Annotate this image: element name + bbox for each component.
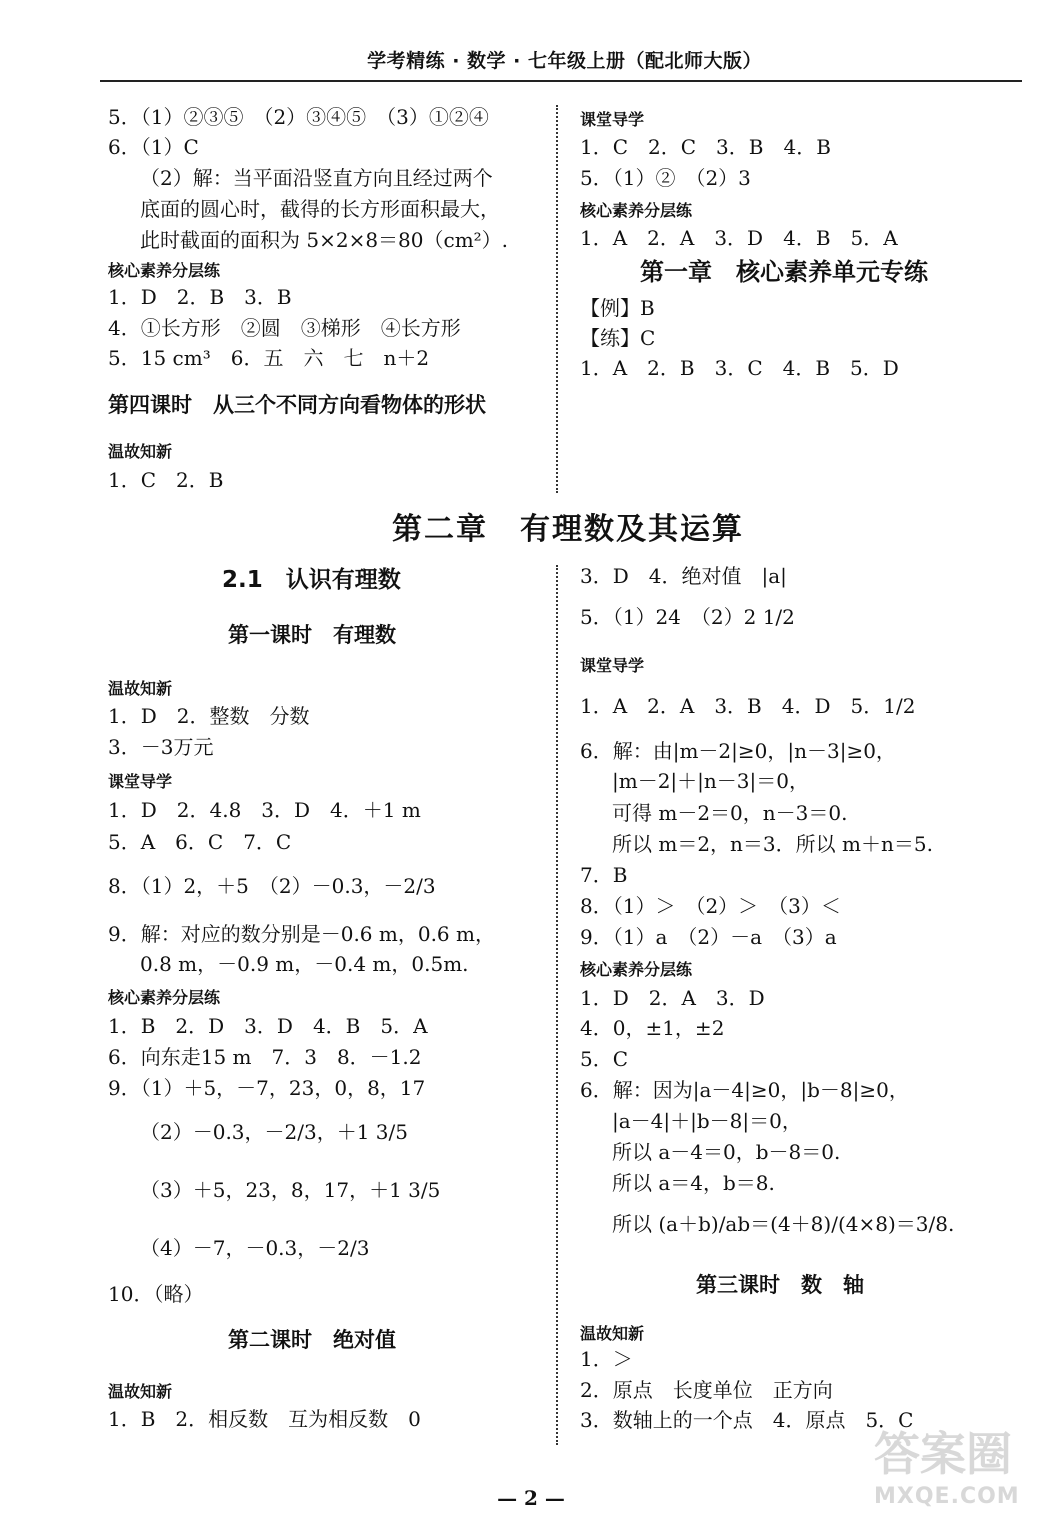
section-heading: 温故知新 — [108, 679, 173, 698]
lesson-title: 第三课时 数 轴 — [696, 1273, 864, 1297]
answer-line: 5．15 cm³ 6．五 六 七 n＋2 — [108, 346, 430, 370]
answer-line: |m－2|＋|n－3|＝0， — [612, 769, 809, 793]
answer-line: 5．（1）24 （2）2 1/2 — [580, 605, 795, 629]
section-title: 2.1 认识有理数 — [222, 567, 401, 593]
page-number: — 2 — — [497, 1486, 565, 1510]
section-heading: 课堂导学 — [580, 110, 645, 129]
answer-line: 5．（1）② （2）3 — [580, 166, 751, 190]
section-heading: 核心素养分层练 — [108, 988, 221, 1007]
answer-line: 1．A 2．B 3．C 4．B 5．D — [580, 356, 899, 380]
answer-line: 1．＞ — [580, 1347, 633, 1371]
answer-line: 4．①长方形 ②圆 ③梯形 ④长方形 — [108, 316, 461, 340]
answer-line: 2．原点 长度单位 正方向 — [580, 1378, 833, 1402]
watermark-small: MXQE.COM — [874, 1484, 1020, 1509]
answer-line: 3．数轴上的一个点 4．原点 5．C — [580, 1408, 914, 1432]
section-heading: 核心素养分层练 — [108, 261, 221, 280]
answer-line: 5．（1）②③⑤ （2）③④⑤ （3）①②④ — [108, 105, 489, 129]
section-heading: 温故知新 — [580, 1324, 645, 1343]
answer-line: 1．B 2．D 3．D 4．B 5．A — [108, 1014, 428, 1038]
answer-line: 6．（1）C — [108, 135, 199, 159]
lesson-title: 第二课时 绝对值 — [228, 1328, 396, 1352]
answer-line: 底面的圆心时，截得的长方形面积最大， — [140, 197, 500, 221]
answer-line: 9．（1）a （2）－a （3）a — [580, 925, 837, 949]
watermark-big: 答案圈 — [874, 1427, 1012, 1481]
section-heading: 课堂导学 — [108, 772, 173, 791]
header-title: 学考精练 · 数学 · 七年级上册（配北师大版） — [367, 50, 762, 72]
answer-line: 1．D 2．4.8 3．D 4．＋1 m — [108, 798, 421, 822]
answer-line: 6．解：因为|a－4|≥0，|b－8|≥0， — [580, 1078, 909, 1102]
answer-line: 1．D 2．整数 分数 — [108, 704, 310, 728]
answer-line: 1．C 2．C 3．B 4．B — [580, 135, 831, 159]
answer-line: 此时截面的面积为 5×2×8＝80（cm²）. — [140, 228, 509, 252]
section-heading: 核心素养分层练 — [580, 201, 693, 220]
lesson-title: 第四课时 从三个不同方向看物体的形状 — [108, 393, 486, 417]
answer-line: 所以 a－4＝0，b－8＝0. — [612, 1140, 841, 1164]
unit-title: 第一章 核心素养单元专练 — [640, 257, 928, 286]
answer-line: 10．（略） — [108, 1282, 204, 1306]
answer-line: |a－4|＋|b－8|＝0， — [612, 1109, 802, 1133]
answer-line: 3．D 4．绝对值 |a| — [580, 564, 787, 588]
watermark-logo — [874, 1418, 1024, 1518]
lesson-title: 第一课时 有理数 — [228, 623, 396, 647]
answer-line: 1．A 2．A 3．B 4．D 5．1/2 — [580, 694, 916, 718]
page-header — [0, 44, 1062, 82]
chapter-title: 第二章 有理数及其运算 — [392, 512, 744, 547]
answer-line: 1．D 2．B 3．B — [108, 285, 292, 309]
answer-line: 1．D 2．A 3．D — [580, 986, 765, 1010]
answer-line: 9．（1）＋5，－7，23，0，8，17 — [108, 1076, 426, 1100]
answer-line: 所以 (a＋b)/ab＝(4＋8)/(4×8)＝3/8. — [612, 1212, 955, 1236]
answer-line: 1．B 2．相反数 互为相反数 0 — [108, 1407, 421, 1431]
answer-line: 6．向东走15 m 7．3 8．－1.2 — [108, 1045, 422, 1069]
answer-line: 1．C 2．B — [108, 468, 224, 492]
section-heading: 温故知新 — [108, 442, 173, 461]
answer-line: 1．A 2．A 3．D 4．B 5．A — [580, 226, 898, 250]
answer-line: 9．解：对应的数分别是－0.6 m，0.6 m， — [108, 922, 495, 946]
answer-line: 6．解：由|m－2|≥0，|n－3|≥0， — [580, 739, 896, 763]
answer-line: （2）解：当平面沿竖直方向且经过两个 — [140, 166, 493, 190]
column-divider-top — [556, 105, 558, 493]
answer-line: 所以 m＝2，n＝3．所以 m＋n＝5. — [612, 832, 933, 856]
answer-line: 【练】C — [580, 326, 656, 350]
answer-line: 所以 a＝4，b＝8. — [612, 1171, 775, 1195]
answer-line: 0.8 m，－0.9 m，－0.4 m，0.5m. — [140, 952, 469, 976]
answer-line: 5．A 6．C 7．C — [108, 830, 292, 854]
header-rule — [100, 80, 1022, 82]
section-heading: 课堂导学 — [580, 656, 645, 675]
answer-line: （4）－7，－0.3，－2/3 — [140, 1236, 370, 1260]
answer-line: （3）＋5，23，8，17，＋1 3/5 — [140, 1178, 441, 1202]
section-heading: 温故知新 — [108, 1382, 173, 1401]
answer-line: 8．（1）＞ （2）＞ （3）＜ — [580, 894, 841, 918]
answer-line: 3．－3万元 — [108, 735, 214, 759]
answer-line: 【例】B — [580, 296, 655, 320]
answer-line: （2）－0.3，－2/3，＋1 3/5 — [140, 1120, 408, 1144]
section-heading: 核心素养分层练 — [580, 960, 693, 979]
answer-line: 8．（1）2，＋5 （2）－0.3，－2/3 — [108, 874, 436, 898]
answer-line: 4．0，±1，±2 — [580, 1016, 725, 1040]
answer-line: 可得 m－2＝0，n－3＝0. — [612, 801, 848, 825]
column-divider-bottom — [556, 565, 558, 1445]
answer-line: 7．B — [580, 863, 628, 887]
answer-line: 5．C — [580, 1047, 629, 1071]
